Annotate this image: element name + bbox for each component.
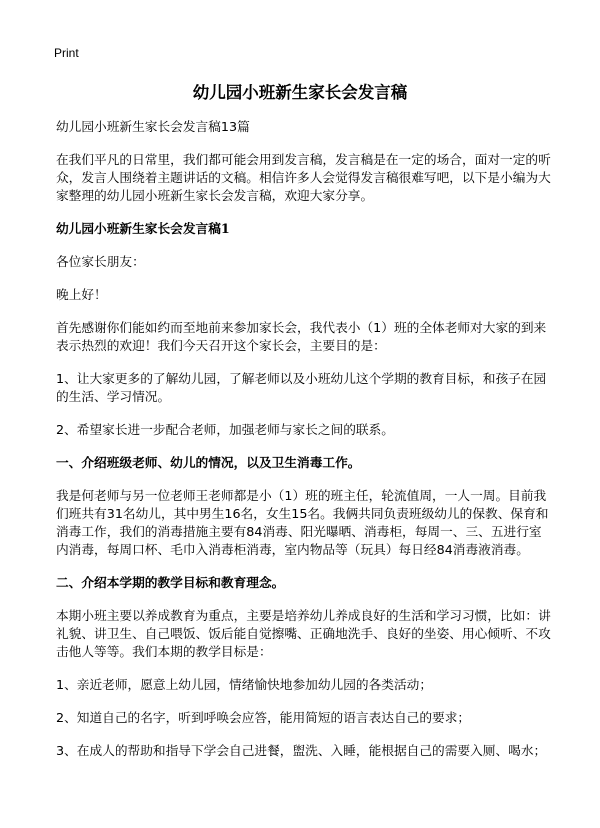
purpose-item-1: 1、让大家更多的了解幼儿园，了解老师以及小班幼儿这个学期的教育目标，和孩子在园的生活、学习情况。 bbox=[56, 371, 547, 404]
print-label: Print bbox=[54, 46, 79, 60]
document-body bbox=[56, 118, 552, 775]
goal-item-2: 2、知道自己的名字，听到呼唤会应答，能用简短的语言表达自己的要求； bbox=[56, 710, 471, 725]
section-heading: 幼儿园小班新生家长会发言稿1 bbox=[56, 221, 230, 236]
goal-item-3: 3、在成人的帮助和指导下学会自己进餐，盥洗、入睡，能根据自己的需要入厕、喝水； bbox=[56, 743, 547, 758]
heading-goals: 二、介绍本学期的教学目标和教育理念。 bbox=[56, 575, 285, 590]
purpose-item-2: 2、希望家长进一步配合老师，加强老师与家长之间的联系。 bbox=[56, 422, 394, 437]
goals-paragraph: 本期小班主要以养成教育为重点，主要是培养幼儿养成良好的生活和学习习惯，比如：讲礼貌、讲卫生、自己喂饭、饭后能自觉擦嘴、正确地洗手、良好的坐姿、用心倾听、不攻击他人等等。我们本期的教学目标是： bbox=[56, 608, 551, 659]
heading-teachers: 一、介绍班级老师、幼儿的情况，以及卫生消毒工作。 bbox=[56, 455, 361, 470]
greeting-line: 各位家长朋友： bbox=[56, 254, 145, 269]
opening-paragraph: 首先感谢你们能如约而至地前来参加家长会，我代表小（1）班的全体老师对大家的到来表示热烈的欢迎！我们今天召开这个家长会，主要目的是： bbox=[56, 320, 547, 353]
document-subtitle: 幼儿园小班新生家长会发言稿13篇 bbox=[56, 119, 250, 134]
teachers-paragraph: 我是何老师与另一位老师王老师都是小（1）班的班主任，轮流值周，一人一周。目前我们班共有31名幼儿，其中男生16名，女生15名。我俩共同负责班级幼儿的保教、保育和消毒工作，我们的消毒措施主要有84消毒、阳光曝晒、消毒柜，每周一、三、五进行室内消毒，每周口杯、毛巾入消毒柜消毒，室内物品等（玩具）每日经84消毒液消毒。 bbox=[56, 488, 549, 557]
document-title: 幼儿园小班新生家长会发言稿 bbox=[192, 83, 408, 102]
intro-paragraph: 在我们平凡的日常里，我们都可能会用到发言稿，发言稿是在一定的场合，面对一定的听众，发言人围绕着主题讲话的文稿。相信许多人会觉得发言稿很难写吧，以下是小编为大家整理的幼儿园小班新生家长会发言稿，欢迎大家分享。 bbox=[56, 152, 551, 203]
evening-greeting: 晚上好！ bbox=[56, 287, 107, 302]
goal-item-1: 1、亲近老师，愿意上幼儿园，情绪愉快地参加幼儿园的各类活动； bbox=[56, 677, 433, 692]
